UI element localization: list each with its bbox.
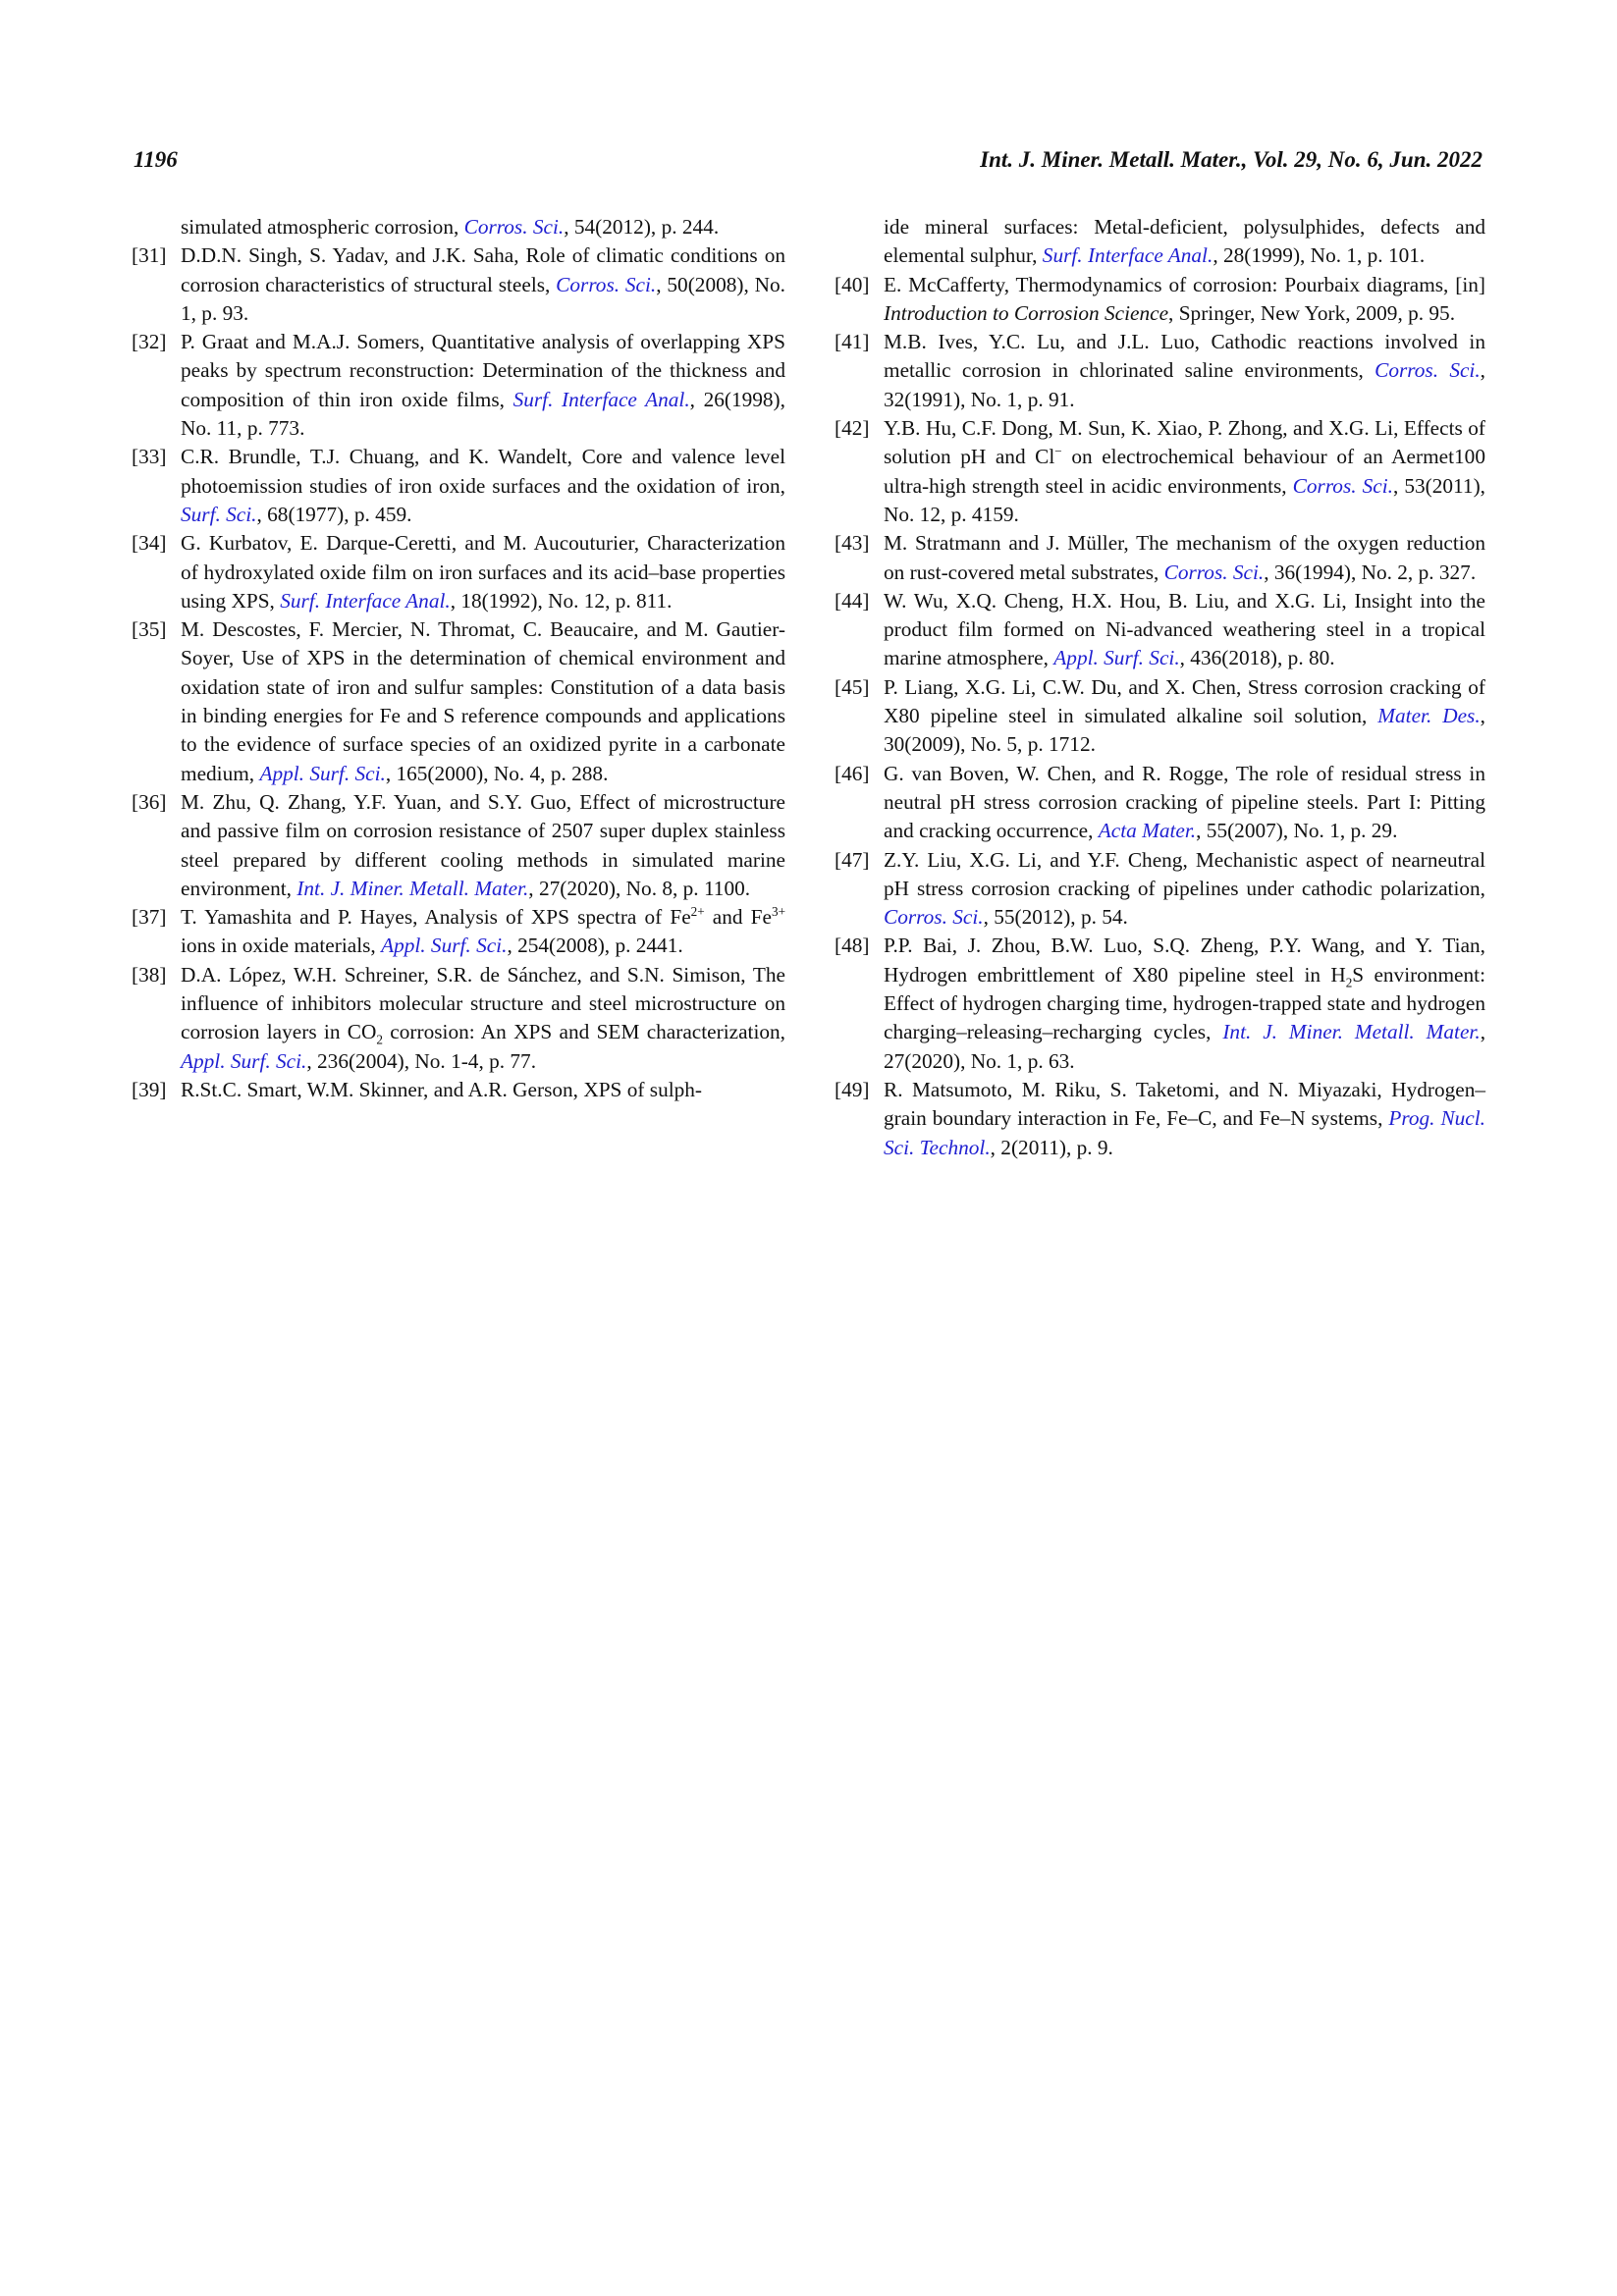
- journal-link[interactable]: Appl. Surf. Sci.: [1053, 646, 1180, 670]
- reference-number: [47]: [835, 847, 870, 872]
- reference-44: [44] W. Wu, X.Q. Cheng, H.X. Hou, B. Liu, and X.G. Li, Insight into the product film formed on Ni-advanced weathering steel in a tropical marine atmosphere, Appl. Surf. Sci., 436(2018), p. 80.: [835, 588, 1485, 670]
- reference-33: [33] C.R. Brundle, T.J. Chuang, and K. Wandelt, Core and valence level photoemission studies of iron oxide surfaces and the oxidation of iron, Surf. Sci., 68(1977), p. 459.: [132, 445, 785, 526]
- journal-link[interactable]: Corros. Sci.: [1292, 473, 1393, 498]
- journal-link[interactable]: Mater. Des.: [1377, 704, 1481, 728]
- reference-45: [45] P. Liang, X.G. Li, C.W. Du, and X. Chen, Stress corrosion cracking of X80 pipeline steel in simulated alkaline soil solution, Mater. Des., 30(2009), No. 5, p. 1712.: [835, 674, 1485, 757]
- reference-42: [42] Y.B. Hu, C.F. Dong, M. Sun, K. Xiao, P. Zhong, and X.G. Li, Effects of solution pH and Cl− on electrochemical behaviour of an Aermet100 ultra-high strength steel in acidic environments, Corros. Sci., 53(2011), No. 12, p. 4159.: [835, 416, 1485, 526]
- reference-number: [32]: [132, 330, 167, 354]
- reference-35: [35] M. Descostes, F. Mercier, N. Thromat, C. Beaucaire, and M. Gautier-Soyer, Use of XPS in the determination of chemical environment and oxidation state of iron and sulfur samples: Constitution of a data basis in binding energies for Fe and S reference compounds and applications to the evidence of surface species of an oxidized pyrite in a carbonate medium, Appl. Surf. Sci., 165(2000), No. 4, p. 288.: [132, 617, 785, 785]
- reference-43: [43] M. Stratmann and J. Müller, The mechanism of the oxygen reduction on rust-covered metal substrates, Corros. Sci., 36(1994), No. 2, p. 327.: [835, 531, 1485, 584]
- references-right-column: [835, 213, 1485, 1162]
- references-left-column: [132, 213, 785, 1104]
- journal-link[interactable]: Surf. Sci.: [181, 502, 257, 526]
- reference-number: [34]: [132, 531, 167, 556]
- reference-49: [49] R. Matsumoto, M. Riku, S. Taketomi, and N. Miyazaki, Hydrogen–grain boundary interaction in Fe, Fe–C, and Fe–N systems, Prog. Nucl. Sci. Technol., 2(2011), p. 9.: [835, 1077, 1486, 1159]
- reference-number: [39]: [132, 1077, 167, 1101]
- reference-37: [37] T. Yamashita and P. Hayes, Analysis of XPS spectra of $Fe^{2+}$ and $Fe^{3+}$ ions in oxide materials, Appl. Surf. Sci., 254(2008), p. 2441.: [132, 904, 785, 958]
- journal-link[interactable]: Appl. Surf. Sci.: [259, 761, 386, 785]
- journal-link[interactable]: Prog. Nucl. Sci. Technol.: [884, 1106, 1486, 1159]
- reference-31: [31] D.D.N. Singh, S. Yadav, and J.K. Saha, Role of climatic conditions on corrosion characteristics of structural steels, Corros. Sci., 50(2008), No. 1, p. 93.: [132, 243, 785, 325]
- reference-36: [36] M. Zhu, Q. Zhang, Y.F. Yuan, and S.Y. Guo, Effect of microstructure and passive film on corrosion resistance of 2507 super duplex stainless steel prepared by different cooling methods in simulated marine environment, Int. J. Miner. Metall. Mater., 27(2020), No. 8, p. 1100.: [132, 789, 785, 900]
- journal-link[interactable]: Corros. Sci.: [884, 905, 984, 930]
- reference-40: [40] E. McCafferty, Thermodynamics of corrosion: Pourbaix diagrams, [in] Introduction to Corrosion Science, Springer, New York, 2009, p. 95.: [835, 272, 1485, 325]
- journal-link[interactable]: Surf. Interface Anal.: [512, 387, 690, 411]
- reference-number: [41]: [835, 330, 870, 354]
- reference-number: [49]: [835, 1077, 870, 1101]
- reference-number: [40]: [835, 272, 870, 296]
- book-title: Introduction to Corrosion Science: [884, 300, 1169, 325]
- reference-48: [48] P.P. Bai, J. Zhou, B.W. Luo, S.Q. Zheng, P.Y. Wang, and Y. Tian, Hydrogen embrittlement of X80 pipeline steel in $H_2S$ environment: Effect of hydrogen charging time, hydrogen-trapped state and hydrogen charging–releasing–recharging cycles, Int. J. Miner. Metall. Mater., 27(2020), No. 1, p. 63.: [835, 934, 1486, 1073]
- journal-link[interactable]: Corros. Sci.: [463, 215, 565, 239]
- page-number: 1196: [134, 147, 178, 172]
- reference-41: [41] M.B. Ives, Y.C. Lu, and J.L. Luo, Cathodic reactions involved in metallic corrosion in chlorinated saline environments, Corros. Sci., 32(1991), No. 1, p. 91.: [835, 330, 1485, 411]
- reference-number: [38]: [132, 962, 167, 987]
- journal-link[interactable]: Corros. Sci.: [556, 272, 657, 296]
- reference-number: [46]: [835, 761, 870, 785]
- reference-38: [38] D.A. López, W.H. Schreiner, S.R. de Sánchez, and S.N. Simison, The influence of inhibitors molecular structure and steel microstructure on corrosion layers in $CO_2$ corrosion: An XPS and SEM characterization, Appl. Surf. Sci., 236(2004), No. 1-4, p. 77.: [132, 962, 785, 1073]
- journal-link[interactable]: Int. J. Miner. Metall. Mater.: [296, 876, 529, 900]
- reference-number: [31]: [132, 243, 167, 268]
- journal-link[interactable]: Appl. Surf. Sci.: [181, 1048, 307, 1073]
- reference-number: [36]: [132, 789, 167, 814]
- reference-39: [39] R.St.C. Smart, W.M. Skinner, and A.R. Gerson, XPS of sulph-: [132, 1076, 785, 1104]
- journal-header: Int. J. Miner. Metall. Mater., Vol. 29, No. 6, Jun. 2022: [980, 147, 1482, 172]
- reference-34: [34] G. Kurbatov, E. Darque-Ceretti, and M. Aucouturier, Characterization of hydroxylated oxide film on iron surfaces and its acid–base properties using XPS, Surf. Interface Anal., 18(1992), No. 12, p. 811.: [132, 531, 785, 613]
- reference-47: [47] Z.Y. Liu, X.G. Li, and Y.F. Cheng, Mechanistic aspect of nearneutral pH stress corrosion cracking of pipelines under cathodic polarization, Corros. Sci., 55(2012), p. 54.: [835, 847, 1485, 930]
- journal-link[interactable]: Corros. Sci.: [1163, 560, 1265, 584]
- reference-carryover: ide mineral surfaces: Metal-deficient, polysulphides, defects and elemental sulphur, Surf. Interface Anal., 28(1999), No. 1, p. 101.: [884, 215, 1485, 268]
- reference-number: [37]: [132, 905, 167, 930]
- reference-number: [44]: [835, 588, 870, 613]
- reference-number: [48]: [835, 934, 870, 958]
- reference-32: [32] P. Graat and M.A.J. Somers, Quantitative analysis of overlapping XPS peaks by spectrum reconstruction: Determination of the thickness and composition of thin iron oxide films, Surf. Interface Anal., 26(1998), No. 11, p. 773.: [132, 330, 785, 441]
- reference-number: [42]: [835, 416, 870, 441]
- reference-46: [46] G. van Boven, W. Chen, and R. Rogge, The role of residual stress in neutral pH stress corrosion cracking of pipeline steels. Part I: Pitting and cracking occurrence, Acta Mater., 55(2007), No. 1, p. 29.: [835, 761, 1485, 843]
- journal-link[interactable]: Surf. Interface Anal.: [280, 588, 451, 613]
- reference-number: [35]: [132, 617, 167, 642]
- journal-link[interactable]: Corros. Sci.: [1374, 358, 1481, 383]
- journal-link[interactable]: Acta Mater.: [1098, 819, 1197, 843]
- journal-link[interactable]: Int. J. Miner. Metall. Mater.: [1222, 1020, 1481, 1044]
- journal-link[interactable]: Surf. Interface Anal.: [1042, 243, 1213, 268]
- reference-carryover: simulated atmospheric corrosion, Corros. Sci., 54(2012), p. 244.: [181, 215, 720, 239]
- reference-number: [43]: [835, 531, 870, 556]
- journal-link[interactable]: Appl. Surf. Sci.: [381, 934, 508, 958]
- reference-number: [45]: [835, 674, 870, 699]
- reference-number: [33]: [132, 445, 167, 469]
